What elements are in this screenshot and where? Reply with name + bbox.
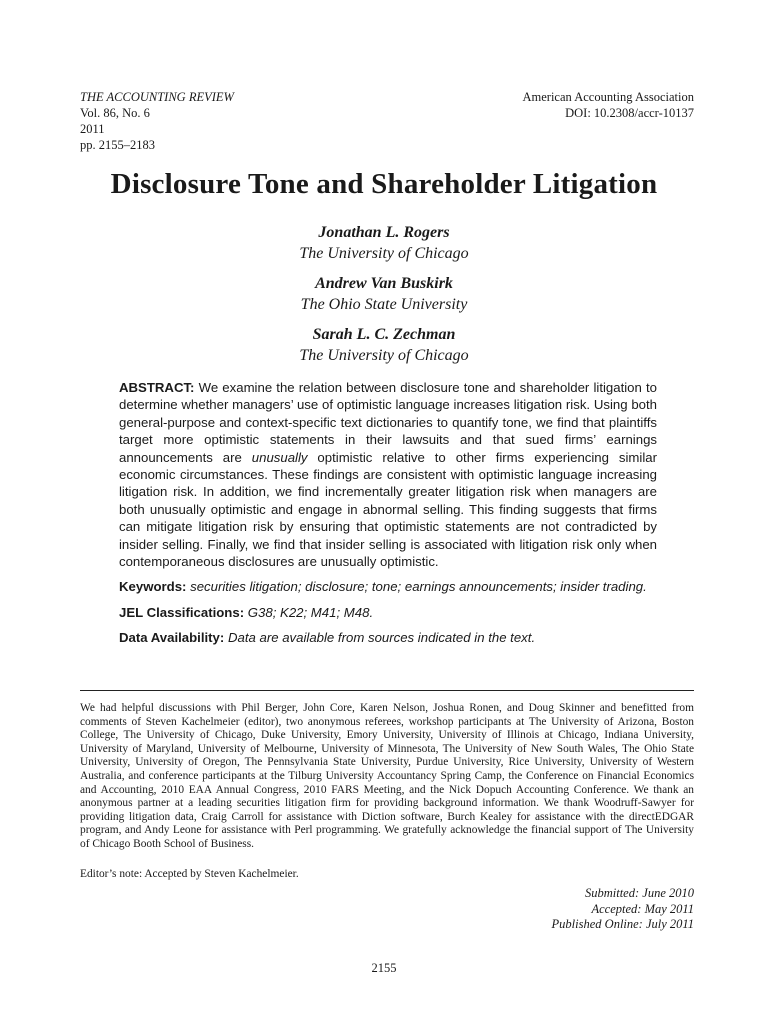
journal-year: 2011 xyxy=(80,122,105,136)
author-name: Jonathan L. Rogers xyxy=(318,224,450,241)
footnote-divider xyxy=(80,690,694,691)
data-availability-line xyxy=(119,629,657,646)
jel-label: JEL Classifications: xyxy=(119,604,245,620)
published-date: Published Online: July 2011 xyxy=(551,917,694,931)
keywords-label: Keywords: xyxy=(119,579,187,595)
author-affiliation: The University of Chicago xyxy=(299,245,469,262)
journal-header-right xyxy=(523,89,695,121)
author-affiliation: The University of Chicago xyxy=(299,347,469,364)
acknowledgment-footnote: We had helpful discussions with Phil Berger, John Core, Karen Nelson, Joshua Ronen, and Doug Skinner and benefitted from comments of Steven Kachelmeier (editor), two anonymous referees, workshop participants at The University of Arizona, Boston College, The University of Chicago, Duke University, Emory University, University of Illinois at Chicago, Indiana University, University of Maryland, University of Melbourne, University of Minnesota, The University of New South Wales, The Ohio State University, University of Oregon, The Pennsylvania State University, Purdue University, Rice University, University of Western Australia, and conference participants at the Tilburg University Accountancy Spring Camp, the Conference on Financial Economics and Accounting, 2010 EAA Annual Congress, 2010 FARS Meeting, and the Nick Dopuch Accounting Conference. We thank an anonymous partner at a leading securities litigation firm for providing background information. We thank Woodruff-Sawyer for providing litigation data, Craig Carroll for assistance with Diction software, Burch Kealey for assistance with the directEDGAR program, and Andy Leone for assistance with Perl programming. We gratefully acknowledge the financial support of The University of Chicago Booth School of Business. xyxy=(80,702,694,850)
keywords-text: securities litigation; disclosure; tone; earnings announcements; insider trading. xyxy=(190,579,647,595)
paper-title: Disclosure Tone and Shareholder Litigation xyxy=(110,168,658,200)
abstract-label: ABSTRACT: xyxy=(119,380,195,395)
abstract-text-end: optimistic relative to other firms experiencing similar economic circumstances. These findings are consistent with optimistic language increasing litigation risk. In addition, we find incrementally greater litigation risk when managers are both unusually optimistic and engage in abnormal selling. This finding suggests that firms can mitigate litigation risk by ensuring that optimistic statements are not contradicted by insider selling. Finally, we find that insider selling is associated with litigation risk only when contemporaneous disclosures are unusually optimistic. xyxy=(119,449,657,570)
page-number: 2155 xyxy=(371,961,397,975)
association-name: American Accounting Association xyxy=(522,90,694,104)
journal-header-left xyxy=(80,89,234,153)
accepted-date: Accepted: May 2011 xyxy=(591,901,694,916)
author-block xyxy=(0,324,768,366)
author-affiliation: The Ohio State University xyxy=(300,296,468,313)
abstract-text-start: We examine the relation between disclosure tone and shareholder litigation to determine whether managers’ use of optimistic language increases litigation risk. Using both general-purpose and context-specific text dictionaries to quantify tone, we find that plaintiffs target more optimistic statements in their lawsuits and that sued firms’ earnings announcements are xyxy=(119,380,657,465)
abstract-section xyxy=(119,379,657,647)
author-block xyxy=(0,273,768,315)
data-availability-text: Data are available from sources indicated in the text. xyxy=(227,630,536,646)
author-list xyxy=(0,222,768,375)
keywords-line xyxy=(119,578,657,595)
journal-volume: Vol. 86, No. 6 xyxy=(80,106,150,120)
abstract-emphasis: unusually xyxy=(251,449,308,465)
journal-name: THE ACCOUNTING REVIEW xyxy=(80,90,234,104)
doi: DOI: 10.2308/accr-10137 xyxy=(565,106,694,120)
jel-text: G38; K22; M41; M48. xyxy=(247,604,374,620)
journal-pages: pp. 2155–2183 xyxy=(80,138,155,152)
data-availability-label: Data Availability: xyxy=(119,630,225,646)
submitted-date: Submitted: June 2010 xyxy=(584,886,694,900)
abstract-paragraph xyxy=(119,379,657,570)
author-block xyxy=(0,222,768,264)
author-name: Sarah L. C. Zechman xyxy=(312,326,456,343)
jel-line xyxy=(119,604,657,621)
author-name: Andrew Van Buskirk xyxy=(315,275,453,292)
publication-dates xyxy=(552,886,694,933)
editor-note: Editor’s note: Accepted by Steven Kachelmeier. xyxy=(80,868,299,880)
